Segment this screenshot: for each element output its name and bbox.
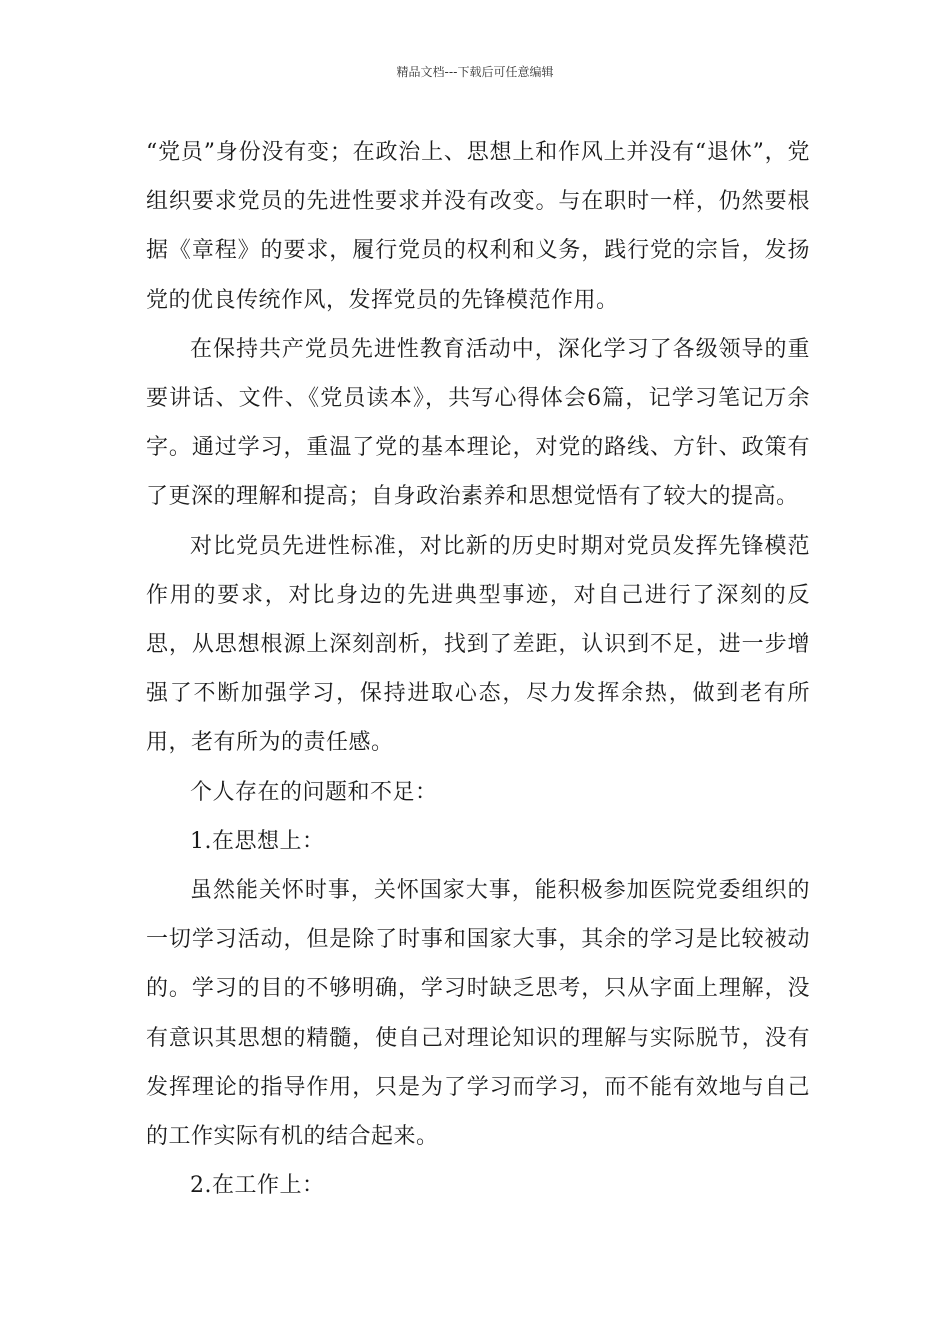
subheading-thought: 1.在思想上： (190, 828, 325, 854)
paragraph-2: 在保持共产党员先进性教育活动中，深化学习了各级领导的重要讲话、文件、《党员读本》，共写心得体会6篇，记学习笔记万余字。通过学习，重温了党的基本理论，对党的路线、方针、政策有了更深的理解和提高；自身政治素养和思想觉悟有了较大的提高。 (146, 336, 810, 510)
document-body (146, 128, 810, 1210)
subheading-work: 2.在工作上： (190, 1173, 325, 1199)
paragraph-1: “党员”身份没有变；在政治上、思想上和作风上并没有“退休”，党组织要求党员的先进性要求并没有改变。与在职时一样，仍然要根据《章程》的要求，履行党员的权利和义务，践行党的宗旨，发扬党的优良传统作风，发挥党员的先锋模范作用。 (146, 140, 810, 313)
page-header: 精品文档---下载后可任意编辑 (396, 65, 554, 79)
paragraph-3: 对比党员先进性标准，对比新的历史时期对党员发挥先锋模范作用的要求，对比身边的先进典型事迹，对自己进行了深刻的反思，从思想根源上深刻剖析，找到了差距，认识到不足，进一步增强了不断加强学习，保持进取心态，尽力发挥余热，做到老有所用，老有所为的责任感。 (146, 533, 810, 756)
section-heading-problems: 个人存在的问题和不足： (190, 779, 438, 805)
paragraph-4: 虽然能关怀时事，关怀国家大事，能积极参加医院党委组织的一切学习活动，但是除了时事和国家大事，其余的学习是比较被动的。学习的目的不够明确，学习时缺乏思考，只从字面上理解，没有意识其思想的精髓，使自己对理论知识的理解与实际脱节，没有发挥理论的指导作用，只是为了学习而学习，而不能有效地与自己的工作实际有机的结合起来。 (146, 878, 810, 1150)
